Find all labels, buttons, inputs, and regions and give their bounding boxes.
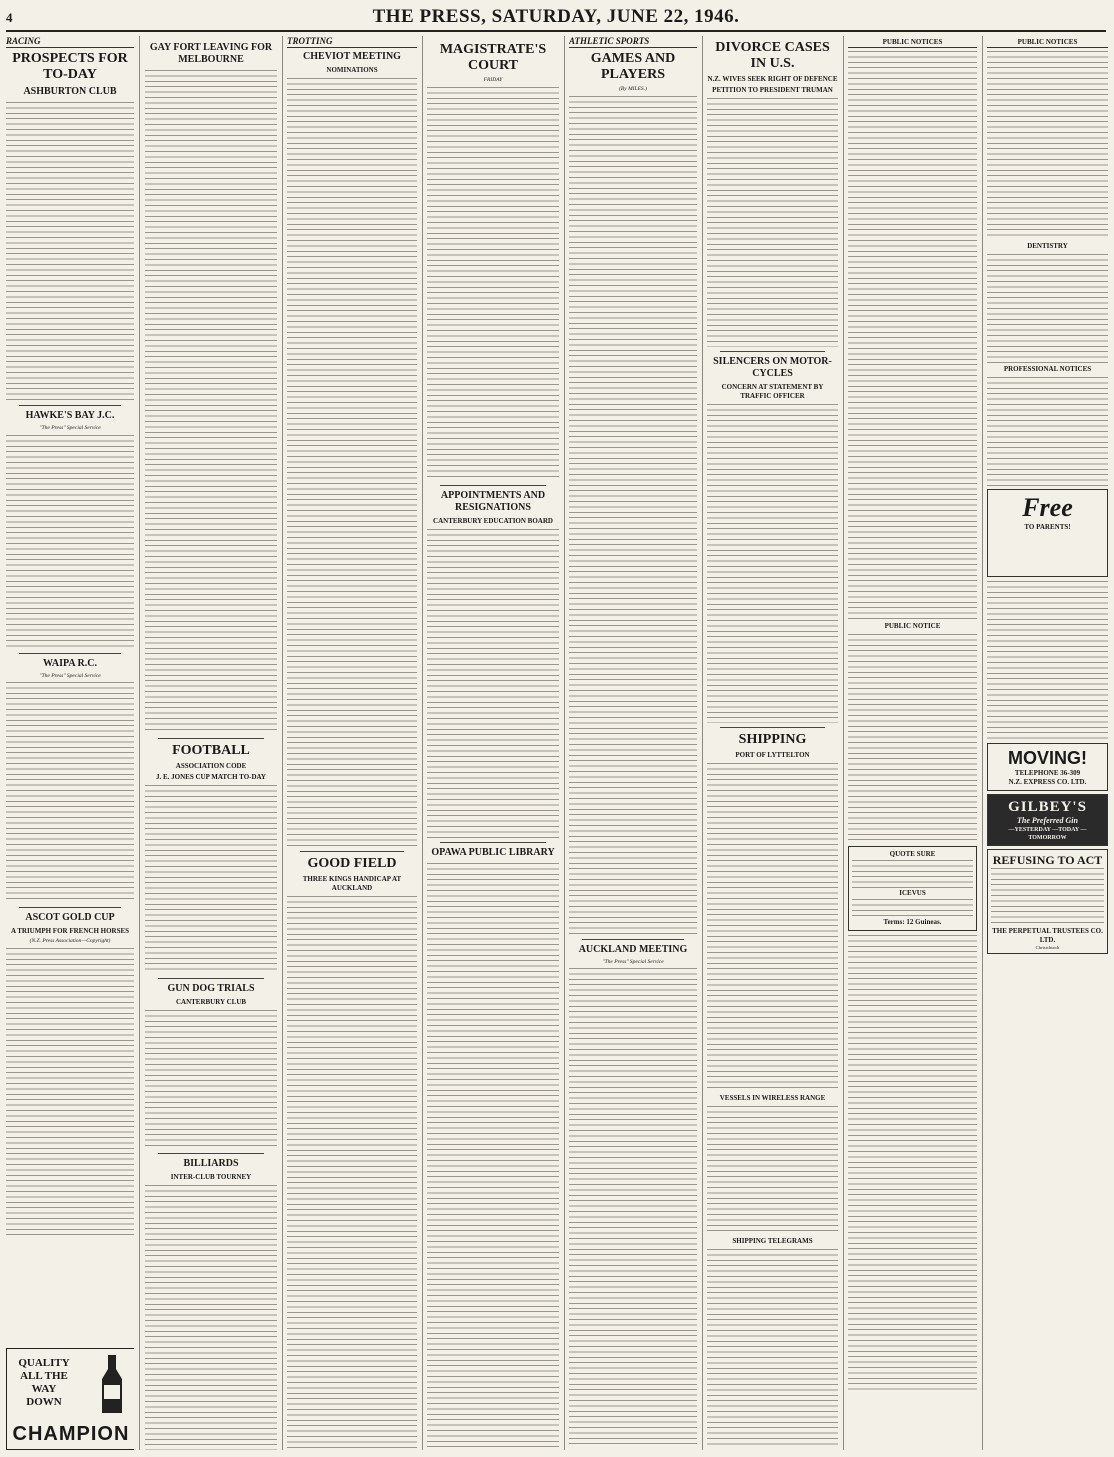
subhead-canterbury: CANTERBURY CLUB — [175, 998, 247, 1006]
divider — [19, 405, 121, 406]
headline-public-notice: PUBLIC NOTICE — [884, 622, 941, 630]
byline: (By MILES.) — [619, 86, 647, 92]
headline-good-field: GOOD FIELD — [307, 856, 397, 871]
article-text — [6, 434, 134, 649]
notices-text — [848, 50, 977, 620]
headline-divorce: DIVORCE CASES IN U.S. — [715, 40, 830, 71]
divider — [582, 939, 684, 940]
ad-title: ICEVUS — [899, 889, 926, 897]
article-text — [707, 403, 838, 723]
ad-headline: GILBEY'S — [1008, 799, 1087, 815]
perpetual-trustees-ad — [987, 849, 1108, 954]
subhead-nominations: NOMINATIONS — [326, 66, 378, 74]
column-rule — [422, 36, 423, 1450]
ad-headline: MOVING! — [1008, 748, 1087, 768]
ad-terms: Terms: 12 Guineas. — [883, 918, 942, 926]
ad-subline: The Preferred Gin — [1017, 816, 1078, 825]
headline-professional: PROFESSIONAL NOTICES — [1003, 365, 1092, 373]
subhead-french: A TRIUMPH FOR FRENCH HORSES — [10, 927, 130, 935]
article-text — [145, 1184, 277, 1450]
divider — [300, 851, 404, 852]
ad-title: QUOTE SURE — [889, 850, 936, 858]
moving-ad — [987, 743, 1108, 791]
free-to-parents-ad — [987, 489, 1108, 577]
byline: "The Press" Special Service — [39, 672, 101, 679]
headline-football: FOOTBALL — [172, 743, 250, 758]
subhead-petition: PETITION TO PRESIDENT TRUMAN — [712, 86, 833, 94]
column-athletics — [569, 36, 697, 1450]
divider — [720, 727, 825, 728]
headline-cheviot: CHEVIOT MEETING — [303, 51, 401, 62]
column-rule — [282, 36, 283, 1450]
headline-auckland-meeting: AUCKLAND MEETING — [578, 943, 688, 955]
column-news — [707, 36, 838, 1450]
subhead-association: ASSOCIATION CODE — [175, 762, 247, 770]
column-court — [427, 36, 559, 1450]
divider — [19, 907, 121, 908]
dateline: FRIDAY — [483, 77, 503, 83]
ad-line: WAY DOWN — [26, 1383, 62, 1408]
ad-company: THE PERPETUAL TRUSTEES CO. LTD. — [992, 927, 1103, 944]
divider — [158, 1153, 264, 1154]
headline-games-players: GAMES AND PLAYERS — [590, 51, 676, 82]
column-professional — [987, 36, 1108, 1450]
headline-opawa-library: OPAWA PUBLIC LIBRARY — [431, 846, 555, 858]
subhead-shipping-telegrams: SHIPPING TELEGRAMS — [732, 1237, 813, 1245]
subhead-three-kings: THREE KINGS HANDICAP AT AUCKLAND — [302, 875, 402, 892]
column-rule — [139, 36, 140, 1450]
article-text — [427, 528, 559, 838]
section-label: RACING — [6, 36, 134, 48]
ad-phone: TELEPHONE 36-309 — [1014, 769, 1081, 777]
divider — [440, 485, 546, 486]
headline-ascot: ASCOT GOLD CUP — [25, 912, 115, 923]
ad-location: Christchurch — [1035, 945, 1060, 950]
champion-bottle-icon — [99, 1355, 125, 1413]
section-label: ATHLETIC SPORTS — [569, 36, 697, 48]
article-text — [145, 1009, 277, 1149]
divider — [19, 653, 121, 654]
ad-headline: Free — [1022, 493, 1073, 522]
subhead-lyttelton: PORT OF LYTTELTON — [735, 751, 810, 759]
stud-ad — [848, 846, 977, 931]
article-text — [287, 895, 417, 1450]
masthead — [6, 4, 1106, 32]
article-text — [145, 784, 277, 974]
headline-gun-dog: GUN DOG TRIALS — [167, 983, 255, 994]
notices-text — [987, 376, 1108, 486]
ad-headline: REFUSING TO ACT — [992, 853, 1103, 867]
subhead-education-board: CANTERBURY EDUCATION BOARD — [433, 516, 553, 525]
headline-prospects: PROSPECTS FOR TO-DAY — [12, 51, 128, 82]
article-text — [145, 69, 277, 734]
byline: "The Press" Special Service — [602, 958, 664, 965]
subhead-ashburton: ASHBURTON CLUB — [23, 86, 117, 97]
masthead-title: THE PRESS, SATURDAY, JUNE 22, 1946. — [372, 6, 740, 27]
byline: "The Press" Special Service — [39, 425, 101, 431]
subhead-wireless-range: VESSELS IN WIRELESS RANGE — [719, 1094, 826, 1102]
column-rule — [702, 36, 703, 1450]
divider — [720, 351, 825, 352]
gilbeys-ad — [987, 794, 1108, 846]
headline-billiards: BILLIARDS — [183, 1158, 239, 1169]
headline-dentistry: DENTISTRY — [1027, 242, 1068, 250]
notices-text — [987, 50, 1108, 240]
headline-magistrates: MAGISTRATE'S COURT — [439, 42, 547, 73]
headline-appointments: APPOINTMENTS AND RESIGNATIONS — [440, 489, 546, 513]
article-text — [427, 86, 559, 481]
article-text — [707, 762, 838, 1092]
column-sport — [145, 36, 277, 1450]
headline-gay-fort: GAY FORT LEAVING FOR MELBOURNE — [149, 42, 273, 65]
article-text — [569, 95, 697, 935]
article-text — [707, 97, 838, 347]
champion-ad — [6, 1348, 134, 1450]
article-text — [569, 967, 697, 1447]
article-text — [427, 862, 559, 1451]
section-label: TROTTING — [287, 36, 417, 48]
column-rule — [843, 36, 844, 1450]
article-text — [707, 1248, 838, 1448]
article-text — [6, 947, 134, 1237]
headline-shipping: SHIPPING — [738, 732, 807, 747]
notices-text — [848, 934, 977, 1394]
subhead-traffic-officer: CONCERN AT STATEMENT BY TRAFFIC OFFICER — [721, 383, 824, 400]
ad-line: ALL THE — [20, 1370, 68, 1382]
subhead-jones-cup: J. E. JONES CUP MATCH TO-DAY — [155, 773, 266, 781]
headline-public-notices: PUBLIC NOTICES — [987, 38, 1108, 48]
column-rule — [564, 36, 565, 1450]
divider — [158, 978, 264, 979]
page-number: 4 — [6, 10, 13, 25]
column-public-notices — [848, 36, 977, 1450]
divider — [440, 842, 546, 843]
ad-subline: TO PARENTS! — [1024, 523, 1071, 531]
ad-tagline: —YESTERDAY —TODAY —TOMORROW — [1008, 827, 1087, 841]
ad-company: N.Z. EXPRESS CO. LTD. — [1008, 778, 1087, 786]
headline-silencers: SILENCERS ON MOTOR-CYCLES — [713, 356, 832, 379]
article-text — [6, 101, 134, 401]
article-text — [707, 1105, 838, 1235]
notices-text — [848, 633, 977, 843]
column-rule — [982, 36, 983, 1450]
divider — [158, 738, 264, 739]
subhead-nz-wives: N.Z. WIVES SEEK RIGHT OF DEFENCE — [707, 75, 838, 83]
notices-text — [987, 580, 1108, 740]
article-text — [6, 681, 134, 903]
column-racing — [6, 36, 134, 1450]
notices-text — [987, 253, 1108, 363]
column-trotting — [287, 36, 417, 1450]
subhead-inter-club: INTER-CLUB TOURNEY — [170, 1173, 252, 1181]
headline-waipa: WAIPA R.C. — [43, 657, 97, 669]
headline-public-notices: PUBLIC NOTICES — [848, 38, 977, 48]
headline-hawkes-bay: HAWKE'S BAY J.C. — [25, 410, 115, 421]
champion-brand: CHAMPION — [12, 1423, 130, 1445]
byline: (N.Z. Press Association—Copyright) — [29, 938, 111, 944]
ad-line: QUALITY — [18, 1357, 70, 1369]
article-text — [287, 77, 417, 847]
